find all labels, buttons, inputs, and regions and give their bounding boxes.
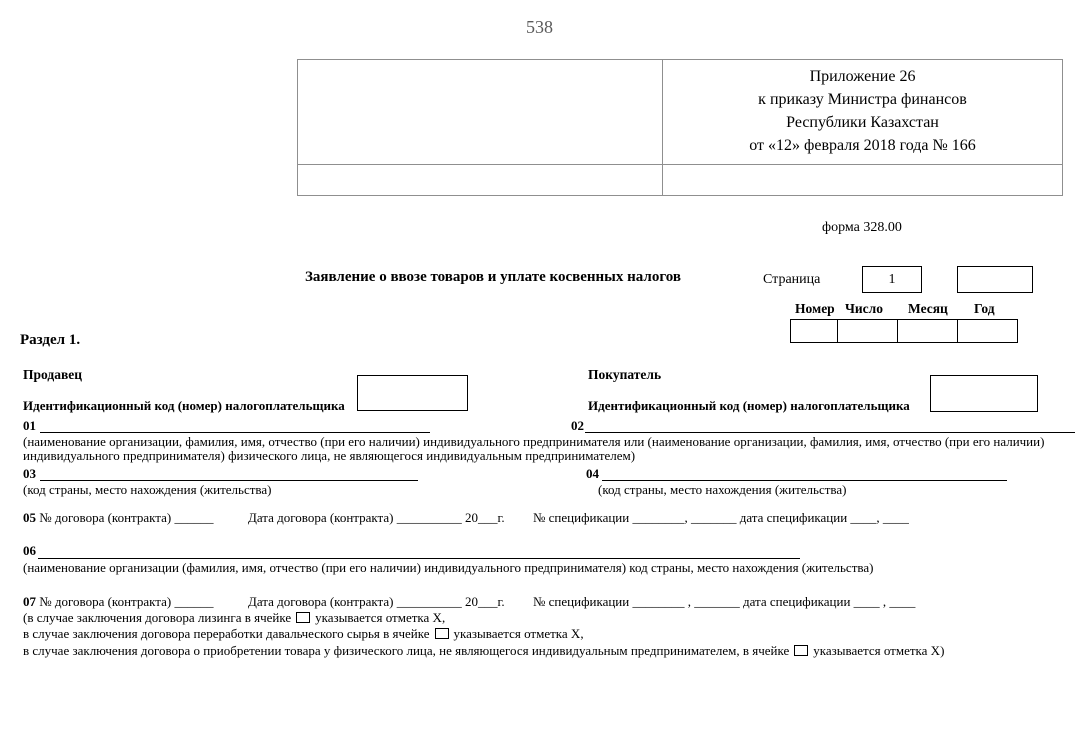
approval-stamp-table [297,59,1063,196]
field-04-blank[interactable] [602,480,1007,481]
field-07-number: 07 [23,594,36,609]
field-02-number: 02 [571,418,584,433]
field-03-number: 03 [23,466,36,481]
buyer-title: Покупатель [588,367,662,382]
line-07 [23,594,213,610]
field-04-number: 04 [586,466,599,481]
note-tolling [23,626,584,642]
form-code-label: форма 328.00 [822,220,902,235]
seller-id-label: Идентификационный код (номер) налогоплательщика [23,398,345,413]
caption-03-country: (код страны, место нахождения (жительства) [23,482,272,497]
appendix-line: к приказу Министра финансов [758,91,967,108]
page-current-box[interactable]: 1 [862,266,922,293]
field-06-blank[interactable] [38,558,800,559]
individual-purchase-checkbox[interactable] [794,645,808,656]
specification-field-07: № спецификации ________ , _______ дата спецификации ____ , ____ [533,594,916,609]
note-individual-purchase [23,643,944,659]
tolling-checkbox[interactable] [435,628,449,639]
appendix-line: Республики Казахстан [786,114,939,131]
buyer-id-label: Идентификационный код (номер) налогоплательщика [588,398,910,413]
caption-06: (наименование организации (фамилия, имя, отчество (при его наличии) индивидуального предпринимателя) код страны, место нахождения (жительства) [23,560,874,575]
seller-id-box[interactable] [357,375,468,411]
field-03-blank[interactable] [40,480,418,481]
form-title: Заявление о ввозе товаров и уплате косвенных налогов [305,269,682,285]
line-05 [23,510,213,526]
page-number: 538 [526,17,553,37]
note-tolling-text: в случае заключения договора переработки давальческого сырья в ячейке [23,626,430,641]
stamp-empty-cell [663,165,1062,195]
field-01-blank[interactable] [40,432,430,433]
contract-date-field-07: Дата договора (контракта) __________ 20___г. [248,594,505,609]
date-cell-day[interactable] [838,320,898,342]
note-individual-text: в случае заключения договора о приобретении товара у физического лица, не являющегося индивидуальным предпринимателем, в ячейке [23,643,790,658]
note-individual-text-after: указывается отметка X) [813,643,945,658]
contract-date-field: Дата договора (контракта) __________ 20___г. [248,510,505,525]
date-col-header-number: Номер [795,301,835,316]
note-lease-text-after: указывается отметка X, [315,610,446,625]
seller-title: Продавец [23,367,83,382]
note-tolling-text-after: указывается отметка X, [453,626,584,641]
field-06-number: 06 [23,543,36,558]
date-cell-year[interactable] [958,320,1017,342]
lease-checkbox[interactable] [296,612,310,623]
page-counter-label: Страница [763,272,821,287]
page-total-box[interactable] [957,266,1033,293]
caption-01-02-line2: индивидуального предпринимателя) физического лица, не являющегося индивидуальным предпринимателем) [23,448,636,463]
date-col-header-year: Год [974,301,995,316]
contract-number-field: № договора (контракта) ______ [39,510,214,525]
note-lease [23,610,445,626]
specification-field: № спецификации ________, _______ дата спецификации ____, ____ [533,510,909,525]
appendix-line: Приложение 26 [809,68,916,85]
stamp-empty-cell [298,165,663,195]
buyer-id-box[interactable] [930,375,1038,412]
date-col-header-month: Месяц [908,301,948,316]
stamp-empty-cell [298,60,663,164]
date-cell-month[interactable] [898,320,958,342]
caption-01-02-line1: (наименование организации, фамилия, имя, отчество (при его наличии) индивидуального предпринимателя или (наименование организации, фамилия, имя, отчество (при его наличии) [23,434,1045,449]
note-lease-text: (в случае заключения договора лизинга в ячейке [23,610,292,625]
appendix-line: от «12» февраля 2018 года № 166 [749,137,976,154]
contract-number-field-07: № договора (контракта) ______ [39,594,214,609]
date-cell-number[interactable] [791,320,838,342]
appendix-note [663,60,1062,164]
date-col-header-day: Число [845,301,884,316]
field-01-number: 01 [23,418,36,433]
date-entry-table [790,319,1018,343]
caption-04-country: (код страны, место нахождения (жительства) [598,482,847,497]
field-05-number: 05 [23,510,36,525]
field-02-blank[interactable] [585,432,1075,433]
section1-heading: Раздел 1. [20,332,81,348]
